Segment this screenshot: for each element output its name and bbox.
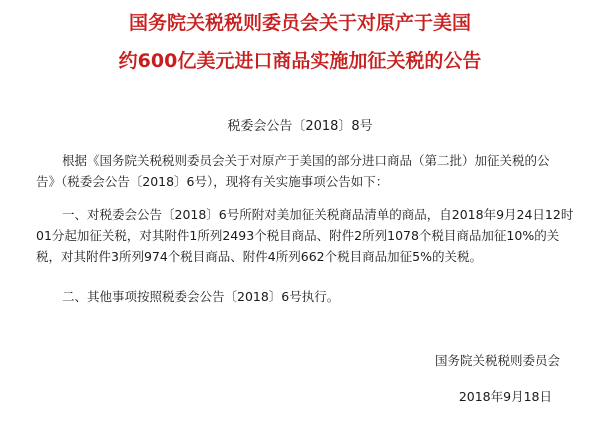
paragraph-line: 一、对税委会公告〔2018〕6号所附对美加征关税商品清单的商品，自2018年9月24日12时 [62,207,574,222]
paragraph-line: 告》（税委会公告〔2018〕6号），现将有关实施事项公告如下： [36,174,389,189]
paragraph-line: 01分起加征关税，对其附件1所列2493个税目商品、附件2所列1078个税目商品加征10%的关 [36,228,560,243]
issuer-signature: 国务院关税税则委员会 [434,353,560,368]
document-number: 税委会公告〔2018〕8号 [227,119,373,134]
title-line-2: 约600亿美元进口商品实施加征关税的公告 [118,50,482,72]
paragraph-item-1 [36,204,574,267]
issue-date: 2018年9月18日 [458,389,552,404]
paragraph-intro [36,150,566,192]
title-line-1: 国务院关税税则委员会关于对原产于美国 [128,12,471,34]
paragraph-line: 税，对其附件3所列974个税目商品、附件4所列662个税目商品加征5%的关税。 [36,249,482,264]
paragraph-item-2 [36,286,566,307]
paragraph-line: 二、其他事项按照税委会公告〔2018〕6号执行。 [62,289,340,304]
paragraph-line: 根据《国务院关税税则委员会关于对原产于美国的部分进口商品（第二批）加征关税的公 [62,153,550,168]
